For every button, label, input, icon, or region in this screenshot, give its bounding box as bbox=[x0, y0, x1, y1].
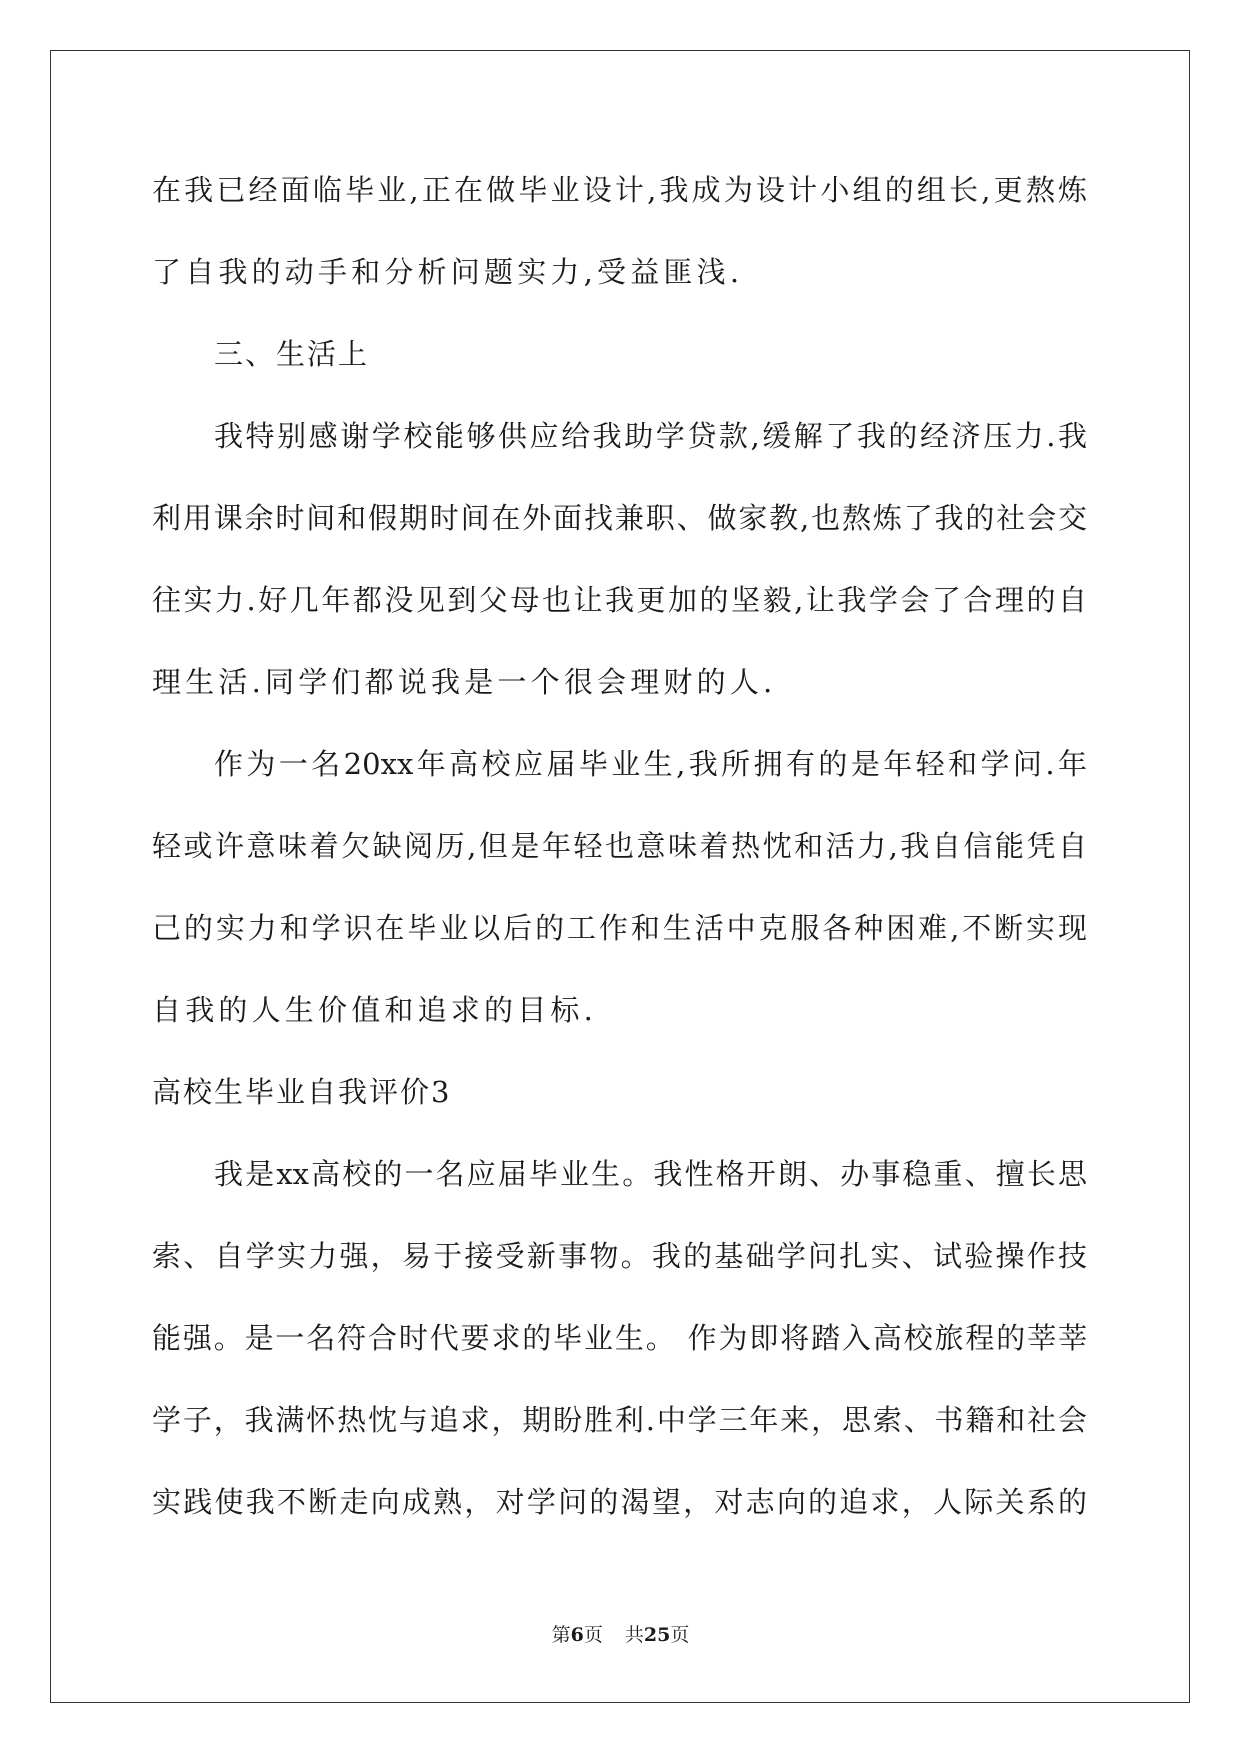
footer-total-prefix: 共 bbox=[624, 1624, 644, 1646]
text-line: 了自我的动手和分析问题实力,受益匪浅. bbox=[152, 255, 744, 289]
page-footer bbox=[0, 1621, 1241, 1649]
section-title: 高校生毕业自我评价3 bbox=[152, 1075, 452, 1109]
text-line: 自我的人生价值和追求的目标. bbox=[152, 993, 598, 1027]
footer-page-suffix: 页 bbox=[583, 1624, 603, 1646]
text-line: 理生活.同学们都说我是一个很会理财的人. bbox=[152, 665, 777, 699]
text-line: 往实力.好几年都没见到父母也让我更加的坚毅,让我学会了合理的自 bbox=[152, 583, 1087, 617]
text-line: 索、自学实力强，易于接受新事物。我的基础学问扎实、试验操作技 bbox=[152, 1239, 1087, 1273]
document-body bbox=[152, 160, 1087, 1554]
text-line: 利用课余时间和假期时间在外面找兼职、做家教,也熬炼了我的社会交 bbox=[152, 501, 1087, 535]
text-line: 在我已经面临毕业,正在做毕业设计,我成为设计小组的组长,更熬炼 bbox=[152, 173, 1087, 207]
text-line: 学子，我满怀热忱与追求，期盼胜利.中学三年来，思索、书籍和社会 bbox=[152, 1403, 1087, 1437]
total-page-count: 25 bbox=[643, 1624, 671, 1646]
text-line: 我是xx高校的一名应届毕业生。我性格开朗、办事稳重、擅长思 bbox=[214, 1157, 1087, 1191]
text-line: 己的实力和学识在毕业以后的工作和生活中克服各种困难,不断实现 bbox=[152, 911, 1087, 945]
section-heading: 三、生活上 bbox=[214, 337, 370, 371]
text-line: 能强。是一名符合时代要求的毕业生。 作为即将踏入高校旅程的莘莘 bbox=[152, 1321, 1087, 1355]
text-line: 轻或许意味着欠缺阅历,但是年轻也意味着热忱和活力,我自信能凭自 bbox=[152, 829, 1087, 863]
footer-total-suffix: 页 bbox=[670, 1624, 690, 1646]
footer-prefix: 第 bbox=[551, 1624, 571, 1646]
current-page-number: 6 bbox=[570, 1624, 584, 1646]
text-line: 作为一名20xx年高校应届毕业生,我所拥有的是年轻和学问.年 bbox=[214, 747, 1087, 781]
text-line: 实践使我不断走向成熟，对学问的渴望，对志向的追求，人际关系的 bbox=[152, 1485, 1087, 1519]
text-line: 我特别感谢学校能够供应给我助学贷款,缓解了我的经济压力.我 bbox=[214, 419, 1087, 453]
